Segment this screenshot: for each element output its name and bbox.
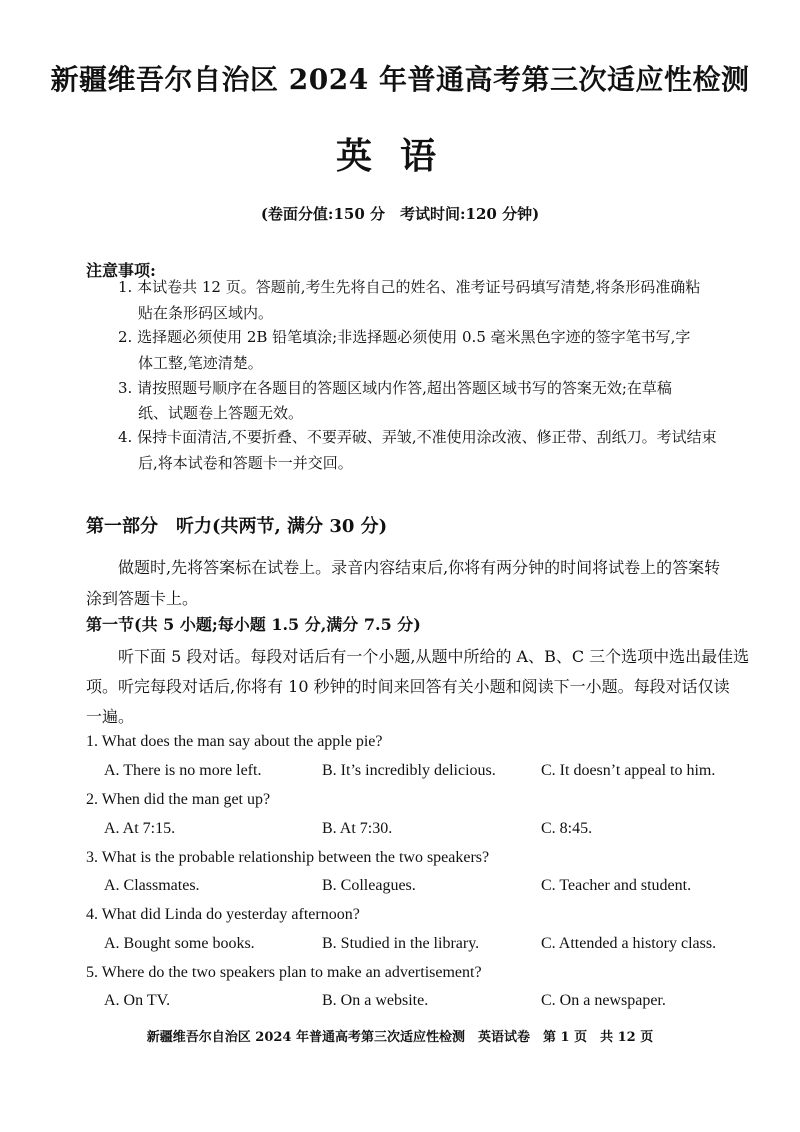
question-stem: 1. What does the man say about the apple pie? [86, 733, 383, 750]
option-b: B. On a website. [322, 992, 429, 1009]
section1-heading: 第一节(共 5 小题;每小题 1.5 分,满分 7.5 分) [86, 615, 421, 634]
score-time-info: (卷面分值:150 分 考试时间:120 分钟) [260, 205, 540, 223]
notice-line: 1. 本试卷共 12 页。答题前,考生先将自己的姓名、准考证号码填写清楚,将条形码准确粘 [118, 278, 701, 296]
section1-instruction-line: 项。听完每段对话后,你将有 10 秒钟的时间来回答有关小题和阅读下一小题。每段对话仅读 [86, 677, 730, 696]
section1-instruction-line: 一遍。 [86, 707, 135, 726]
notice-line: 后,将本试卷和答题卡一并交回。 [138, 454, 353, 472]
part1-instruction-line: 做题时,先将答案标在试卷上。录音内容结束后,你将有两分钟的时间将试卷上的答案转 [118, 558, 721, 577]
section1-instruction-line: 听下面 5 段对话。每段对话后有一个小题,从题中所给的 A、B、C 三个选项中选出最佳选 [118, 647, 750, 666]
notice-line: 纸、试题卷上答题无效。 [138, 404, 304, 422]
option-b: B. It’s incredibly delicious. [322, 762, 496, 779]
question-stem: 2. When did the man get up? [86, 791, 271, 808]
notice-line: 3. 请按照题号顺序在各题目的答题区域内作答,超出答题区域书写的答案无效;在草稿 [118, 379, 672, 397]
question-stem: 5. Where do the two speakers plan to make an advertisement? [86, 964, 482, 981]
option-c: C. It doesn’t appeal to him. [541, 762, 716, 779]
part1-instruction-line: 涂到答题卡上。 [86, 589, 199, 608]
question-stem: 4. What did Linda do yesterday afternoon? [86, 906, 360, 923]
question-stem: 3. What is the probable relationship between the two speakers? [86, 849, 490, 866]
option-c: C. 8:45. [541, 820, 593, 837]
option-a: A. There is no more left. [104, 762, 262, 779]
exam-title: 新疆维吾尔自治区 2024 年普通高考第三次适应性检测 [50, 63, 750, 96]
subject-title: 英语 [335, 135, 464, 177]
option-b: B. Studied in the library. [322, 935, 480, 952]
notice-line: 贴在条形码区域内。 [138, 304, 274, 322]
part1-heading: 第一部分 听力(共两节, 满分 30 分) [86, 516, 388, 537]
option-a: A. Bought some books. [104, 935, 255, 952]
option-a: A. At 7:15. [104, 820, 176, 837]
page-footer: 新疆维吾尔自治区 2024 年普通高考第三次适应性检测 英语试卷 第 1 页 共 12 页 [146, 1030, 654, 1045]
option-c: C. Attended a history class. [541, 935, 717, 952]
option-b: B. Colleagues. [322, 877, 416, 894]
option-b: B. At 7:30. [322, 820, 393, 837]
option-a: A. On TV. [104, 992, 171, 1009]
option-c: C. On a newspaper. [541, 992, 666, 1009]
notice-heading: 注意事项: [86, 261, 156, 280]
notice-line: 体工整,笔迹清楚。 [138, 354, 263, 372]
option-a: A. Classmates. [104, 877, 200, 894]
option-c: C. Teacher and student. [541, 877, 692, 894]
notice-line: 4. 保持卡面清洁,不要折叠、不要弄破、弄皱,不准使用涂改液、修正带、刮纸刀。考试结束 [118, 428, 717, 446]
notice-line: 2. 选择题必须使用 2B 铅笔填涂;非选择题必须使用 0.5 毫米黑色字迹的签字笔书写,字 [118, 328, 691, 346]
